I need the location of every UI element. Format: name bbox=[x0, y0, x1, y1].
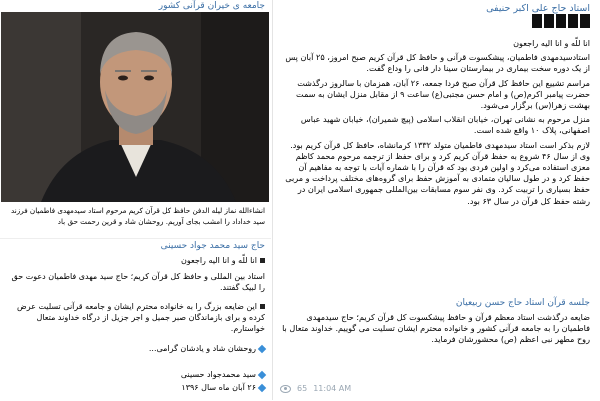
right-post-paragraph: استادسیدمهدی فاطمیان، پیشکسوت قرآنی و حافظ کل قرآن کریم صبح امروز، ۲۵ آبان پس از یک دوره سخت بیماری در بیمارستان سینا دار فانی را وداع گفت. bbox=[285, 52, 590, 74]
portrait-photo[interactable] bbox=[1, 12, 269, 202]
left-channel-name[interactable]: جامعه ی خیران قرآنی کشور bbox=[158, 1, 265, 11]
message-time: 11:04 AM bbox=[313, 384, 352, 393]
redacted-blocks bbox=[532, 14, 590, 28]
right-post-paragraph: منزل مرحوم به نشانی تهران، خیابان انقلاب اسلامی (پیچ شمیران)، خیابان شهید عباس اصفهانی، پلاک ۱۰ واقع شده است. bbox=[300, 114, 590, 136]
bullet-icon bbox=[260, 258, 265, 263]
right-post-body bbox=[282, 38, 590, 210]
left-post bbox=[0, 238, 271, 401]
right-column bbox=[274, 0, 600, 400]
diamond-icon bbox=[258, 344, 266, 352]
portrait-figure-icon bbox=[1, 12, 269, 202]
diamond-icon bbox=[258, 383, 266, 391]
left-post-line-1: انا للّه و انا الیه راجعون bbox=[4, 255, 265, 266]
message-meta bbox=[280, 384, 351, 393]
right-post-paragraph: لازم بذکر است استاد سیدمهدی فاطمیان متولد ۱۳۳۲ کرمانشاه، حافظ کل قرآن کریم بود. وی از سال ۴۶ شروع به حفظ قرآن کریم کرد و برای حفظ از ترجمه مرحوم محمد کاظم معزی استفاده می‌کرد و اولین فردی بود که قرآن را با شماره آیات با توجه به مفاهیم آن حفظ کرد و در طول سالیان متمادی به آموزش حفظ برای گروه‌های مختلف پرداخت و مربی حفظ بسیاری را تربیت کرد. وی نفر سوم مسابقات بین‌المللی جمهوری اسلامی ایران در رشته حفظ کل قرآن در سال ۶۳ بود. bbox=[285, 139, 590, 206]
column-divider bbox=[272, 0, 273, 400]
bullet-icon bbox=[260, 304, 265, 309]
left-post-date: ۲۶ آبان ماه سال ۱۳۹۶ bbox=[4, 382, 265, 393]
photo-caption: انشاءالله نماز لیله الدفن حافظ کل قرآن کریم مرحوم استاد سیدمهدی فاطمیان فرزند سید خداداد را امشب بجای آوریم. روحشان شاد و قرین رحمت حق باد bbox=[10, 206, 265, 226]
right-post-author[interactable]: استاد حاج علی اکبر حنیفی bbox=[486, 3, 590, 14]
left-post-line-3: این ضایعه بزرگ را به خانواده محترم ایشان و جامعه قرآنی تسلیت عرض کرده و برای بازماندگان صبر جمیل و اجر جزیل از درگاه خداوند متعال خواستارم. bbox=[17, 302, 265, 333]
section-body: ضایعه درگذشت استاد معظم قرآن و حافظ پیشکسوت کل قرآن کریم؛ حاج سیدمهدی فاطمیان را به جامعه قرآنی کشور و خانواده محترم ایشان تسلیت می گوییم. خداوند متعال با روح مطهر نبی اعظم (ص) محشورشان فرماید. bbox=[282, 312, 590, 345]
left-post-signature: سید محمدجواد حسینی bbox=[4, 369, 265, 380]
right-post-paragraph: مراسم تشییع این حافظ کل قرآن صبح فردا جمعه، ۲۶ آبان، همزمان با سالروز درگذشت حضرت پیامبر اکرم(ص) و امام حسن مجتبی(ع) ساعت ۹ از مقابل منزل ایشان به سمت بهشت زهرا(س) برگزار می‌شود. bbox=[296, 77, 590, 111]
eye-icon bbox=[280, 385, 291, 393]
left-post-line-2: استاد بین المللی و حافظ کل قرآن کریم؛ حاج سید مهدی فاطمیان دعوت حق را لبیک گفتند. bbox=[11, 272, 265, 292]
section-title[interactable]: جلسه قرآن استاد حاج حسن ربیعیان bbox=[455, 298, 590, 308]
left-post-line-4: روحشان شاد و یادشان گرامی... bbox=[4, 343, 265, 354]
view-count: 65 bbox=[297, 384, 308, 393]
left-column bbox=[0, 0, 271, 400]
left-post-author[interactable]: حاج سید محمد جواد حسینی bbox=[160, 241, 265, 251]
right-post-paragraph: انا للّه و انا الیه راجعون bbox=[513, 38, 590, 48]
diamond-icon bbox=[258, 370, 266, 378]
